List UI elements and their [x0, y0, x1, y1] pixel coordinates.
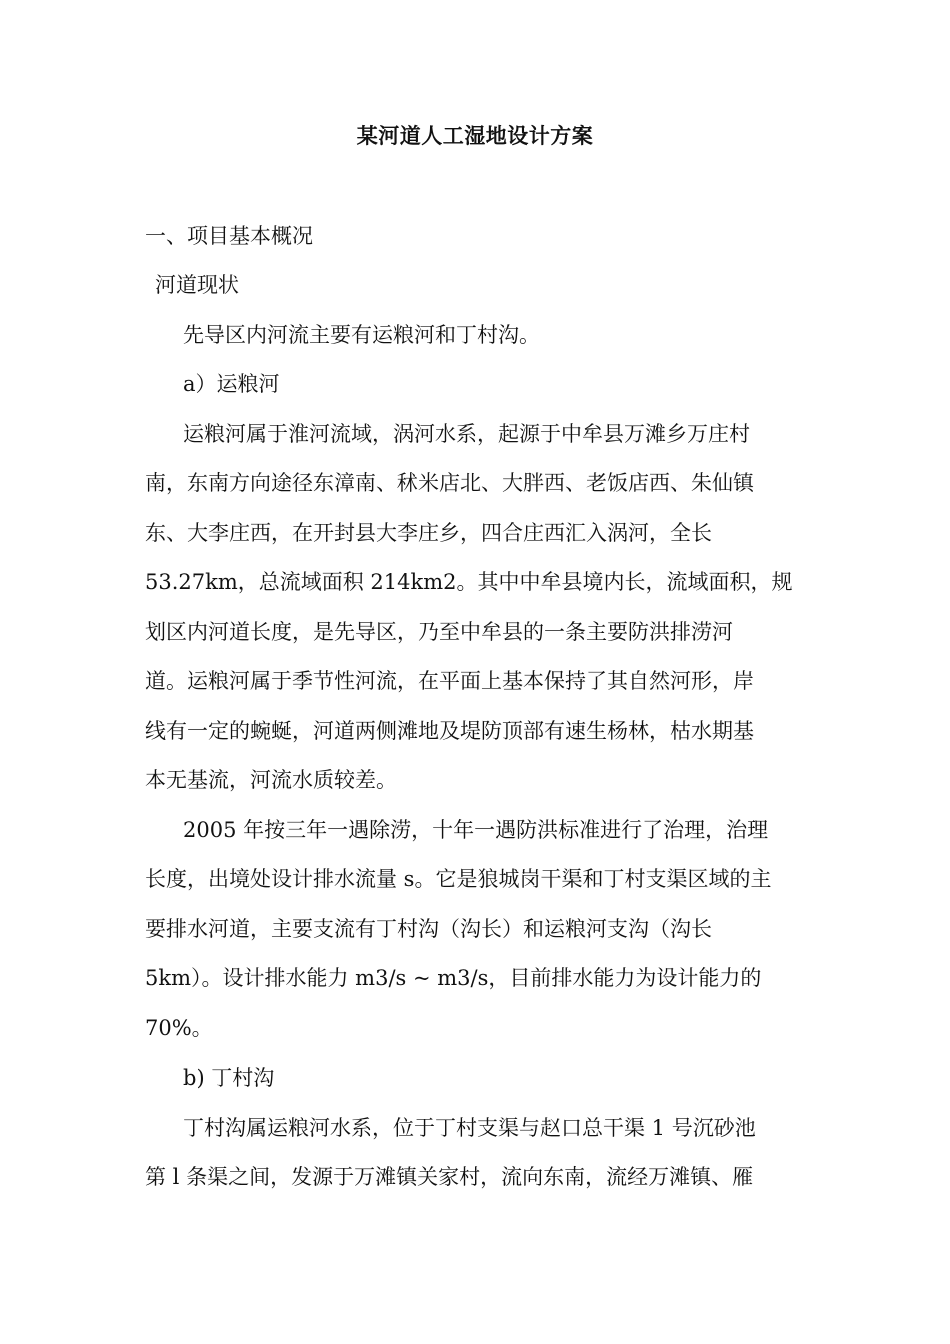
- paragraph-line: 长度，出境处设计排水流量 s。它是狼城岗干渠和丁村支渠区域的主: [145, 867, 772, 891]
- paragraph-line: 划区内河道长度，是先导区，乃至中牟县的一条主要防洪排涝河: [145, 620, 733, 644]
- item-a-heading: a）运粮河: [183, 372, 280, 396]
- paragraph-line: 道。运粮河属于季节性河流，在平面上基本保持了其自然河形，岸: [145, 669, 754, 693]
- paragraph-line: 运粮河属于淮河流域，涡河水系，起源于中牟县万滩乡万庄村: [183, 422, 750, 446]
- paragraph-line: 53.27km，总流域面积 214km2。其中中牟县境内长，流域面积，规: [145, 570, 793, 594]
- paragraph-line: 要排水河道，主要支流有丁村沟（沟长）和运粮河支沟（沟长: [145, 917, 712, 941]
- subsection-heading: 河道现状: [155, 273, 239, 297]
- paragraph-line: 本无基流，河流水质较差。: [145, 768, 397, 792]
- paragraph-line: 线有一定的蜿蜒，河道两侧滩地及堤防顶部有速生杨林，枯水期基: [145, 719, 754, 743]
- intro-paragraph: 先导区内河流主要有运粮河和丁村沟。: [183, 323, 540, 347]
- paragraph-line: 70%。: [145, 1016, 213, 1040]
- section-heading: 一、项目基本概况: [145, 224, 313, 248]
- paragraph-line: 2005 年按三年一遇除涝，十年一遇防洪标准进行了治理，治理: [183, 818, 769, 842]
- paragraph-line: 南，东南方向途径东漳南、秫米店北、大胖西、老饭店西、朱仙镇: [145, 471, 754, 495]
- paragraph-line: 5km）。设计排水能力 m3/s ~ m3/s，目前排水能力为设计能力的: [145, 966, 762, 990]
- document-title: 某河道人工湿地设计方案: [356, 123, 594, 148]
- paragraph-line: 东、大李庄西，在开封县大李庄乡，四合庄西汇入涡河，全长: [145, 521, 712, 545]
- item-b-heading: b) 丁村沟: [183, 1066, 275, 1090]
- paragraph-line: 丁村沟属运粮河水系，位于丁村支渠与赵口总干渠 1 号沉砂池: [183, 1116, 756, 1140]
- paragraph-line: 第 l 条渠之间，发源于万滩镇关家村，流向东南，流经万滩镇、雁: [145, 1165, 754, 1189]
